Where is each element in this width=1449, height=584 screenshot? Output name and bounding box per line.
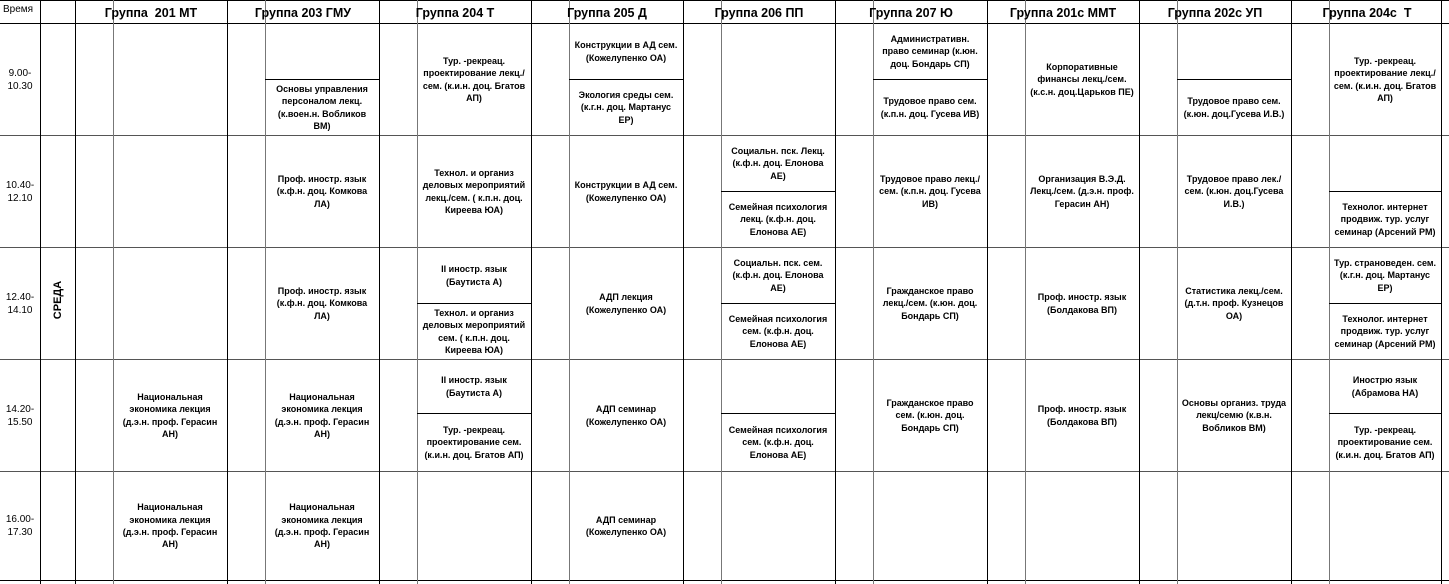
group-header: Группа 204 Т bbox=[415, 6, 495, 20]
group-header: Группа 207 Ю bbox=[869, 6, 953, 20]
grid-line bbox=[1139, 0, 1140, 584]
lesson-cell: Трудовое право лекц./сем. (к.п.н. доц. Гусева ИВ) bbox=[879, 173, 981, 209]
time-slot: 10.40- 12.10 bbox=[5, 179, 35, 204]
time-slot: 16.00- 17.30 bbox=[5, 514, 35, 538]
lesson-cell: Административн. право семинар (к.юн. доц. Бондарь СП) bbox=[882, 33, 978, 69]
lesson-cell: АДП семинар (Кожелупенко ОА) bbox=[585, 514, 667, 537]
group-header: Группа 205 Д bbox=[567, 6, 647, 20]
grid-line bbox=[379, 0, 380, 584]
lesson-cell: Проф. иностр. язык (Болдакова ВП) bbox=[1037, 404, 1127, 427]
grid-line bbox=[835, 0, 836, 584]
group-header: Группа 203 ГМУ bbox=[254, 6, 352, 20]
lesson-cell: Национальная экономика лекция (д.э.н. проф. Герасин АН) bbox=[122, 502, 218, 550]
lesson-cell: Проф. иностр. язык (к.ф.н. доц. Комкова ЛА) bbox=[276, 173, 368, 209]
lesson-cell: Семейная психология лекц. (к.ф.н. доц. Елонова АЕ) bbox=[728, 201, 828, 237]
lesson-cell: Технол. и организ деловых мероприятий сем. ( к.п.н. доц. Киреева ЮА) bbox=[422, 307, 526, 355]
group-header: Группа 202с УП bbox=[1167, 6, 1263, 20]
group-header: Группа 201 МТ bbox=[104, 6, 198, 20]
day-label: СРЕДА bbox=[52, 280, 64, 320]
time-slot: 12.40- 14.10 bbox=[5, 291, 35, 316]
lesson-cell: Тур. -рекреац. проектирование лекц./сем. (к.и.н. доц. Бгатов АП) bbox=[422, 55, 526, 103]
lesson-cell: Конструкции в АД сем. (Кожелупенко ОА) bbox=[574, 40, 678, 63]
grid-line bbox=[0, 580, 1449, 581]
lesson-cell: Социальн. пск. Лекц. (к.ф.н. доц. Елонова АЕ) bbox=[731, 145, 825, 181]
lesson-cell: Тур. -рекреац. проектирование сем. (к.и.н. доц. Бгатов АП) bbox=[424, 424, 524, 460]
lesson-cell: Трудовое право лек./сем. (к.юн. доц.Гусева И.В.) bbox=[1184, 173, 1284, 209]
group-header: Группа 206 ПП bbox=[714, 6, 804, 20]
time-slot: 9.00- 10.30 bbox=[7, 67, 33, 92]
grid-line bbox=[683, 0, 684, 584]
lesson-cell: Основы организ. труда лекц/семю (к.в.н. Вобликов ВМ) bbox=[1181, 397, 1287, 433]
grid-line bbox=[987, 0, 988, 584]
lesson-cell: Конструкции в АД сем. (Кожелупенко ОА) bbox=[574, 180, 678, 203]
lesson-cell: Тур. -рекреац. проектирование лекц./сем. (к.и.н. доц. Бгатов АП) bbox=[1333, 55, 1437, 103]
lesson-cell: Инострю язык (Абрамова НА) bbox=[1351, 375, 1419, 398]
group-header: Группа 204с Т bbox=[1322, 6, 1412, 20]
time-column-header: Время bbox=[3, 4, 34, 15]
lesson-cell: Экология среды сем. (к.г.н. доц. Мартанус ЕР) bbox=[578, 89, 674, 125]
time-slot: 14.20- 15.50 bbox=[5, 403, 35, 428]
lesson-cell: Технолог. интернет продвиж. тур. услуг семинар (Арсений РМ) bbox=[1334, 201, 1436, 237]
lesson-cell: Основы управления персоналом лекц. (к.воен.н. Вобликов ВМ) bbox=[276, 83, 368, 131]
lesson-cell: Трудовое право сем. (к.юн. доц.Гусева И.В.) bbox=[1183, 96, 1285, 119]
grid-line bbox=[227, 0, 228, 584]
lesson-cell: Трудовое право сем. (к.п.н. доц. Гусева ИВ) bbox=[880, 96, 980, 119]
lesson-cell: Проф. иностр. язык (к.ф.н. доц. Комкова ЛА) bbox=[276, 285, 368, 321]
lesson-cell: Технолог. интернет продвиж. тур. услуг семинар (Арсений РМ) bbox=[1334, 313, 1436, 349]
lesson-cell: Национальная экономика лекция (д.э.н. проф. Герасин АН) bbox=[274, 502, 370, 550]
grid-line bbox=[531, 0, 532, 584]
lesson-cell: Статистика лекц./сем. (д.т.н. проф. Кузнецов ОА) bbox=[1184, 285, 1284, 321]
grid-line bbox=[1291, 0, 1292, 584]
lesson-cell: Организация В.Э.Д. Лекц./сем. (д.э.н. проф. Герасин АН) bbox=[1030, 173, 1134, 209]
lesson-cell: II иностр. язык (Баутиста А) bbox=[441, 375, 507, 398]
lesson-cell: Корпоративные финансы лекц./сем. (к.с.н. доц.Царьков ПЕ) bbox=[1030, 61, 1134, 97]
lesson-cell: Технол. и организ деловых мероприятий лекц./сем. ( к.п.н. доц. Киреева ЮА) bbox=[422, 167, 526, 215]
lesson-cell: Тур. -рекреац. проектирование сем. (к.и.н. доц. Бгатов АП) bbox=[1335, 424, 1435, 460]
lesson-cell: Проф. иностр. язык (Болдакова ВП) bbox=[1037, 292, 1127, 315]
grid-line bbox=[0, 0, 1449, 1]
lesson-cell: Гражданское право сем. (к.юн. доц. Бондарь СП) bbox=[886, 397, 974, 433]
group-header: Группа 201с ММТ bbox=[1009, 6, 1117, 20]
lesson-cell: Национальная экономика лекция (д.э.н. проф. Герасин АН) bbox=[122, 391, 218, 439]
lesson-cell: Тур. страноведен. сем. (к.г.н. доц. Мартанус ЕР) bbox=[1333, 257, 1436, 293]
lesson-cell: Семейная психология сем. (к.ф.н. доц. Елонова АЕ) bbox=[728, 313, 828, 349]
grid-line bbox=[1441, 0, 1442, 584]
lesson-cell: АДП лекция (Кожелупенко ОА) bbox=[585, 292, 667, 315]
lesson-cell: II иностр. язык (Баутиста А) bbox=[441, 264, 507, 287]
lesson-cell: Гражданское право лекц./сем. (к.юн. доц. Бондарь СП) bbox=[882, 285, 978, 321]
lesson-cell: Семейная психология сем. (к.ф.н. доц. Елонова АЕ) bbox=[728, 424, 828, 460]
lesson-cell: АДП семинар (Кожелупенко ОА) bbox=[585, 404, 667, 427]
lesson-cell: Национальная экономика лекция (д.э.н. проф. Герасин АН) bbox=[274, 391, 370, 439]
lesson-cell: Социальн. пск. сем. (к.ф.н. доц. Елонова АЕ) bbox=[732, 257, 824, 293]
